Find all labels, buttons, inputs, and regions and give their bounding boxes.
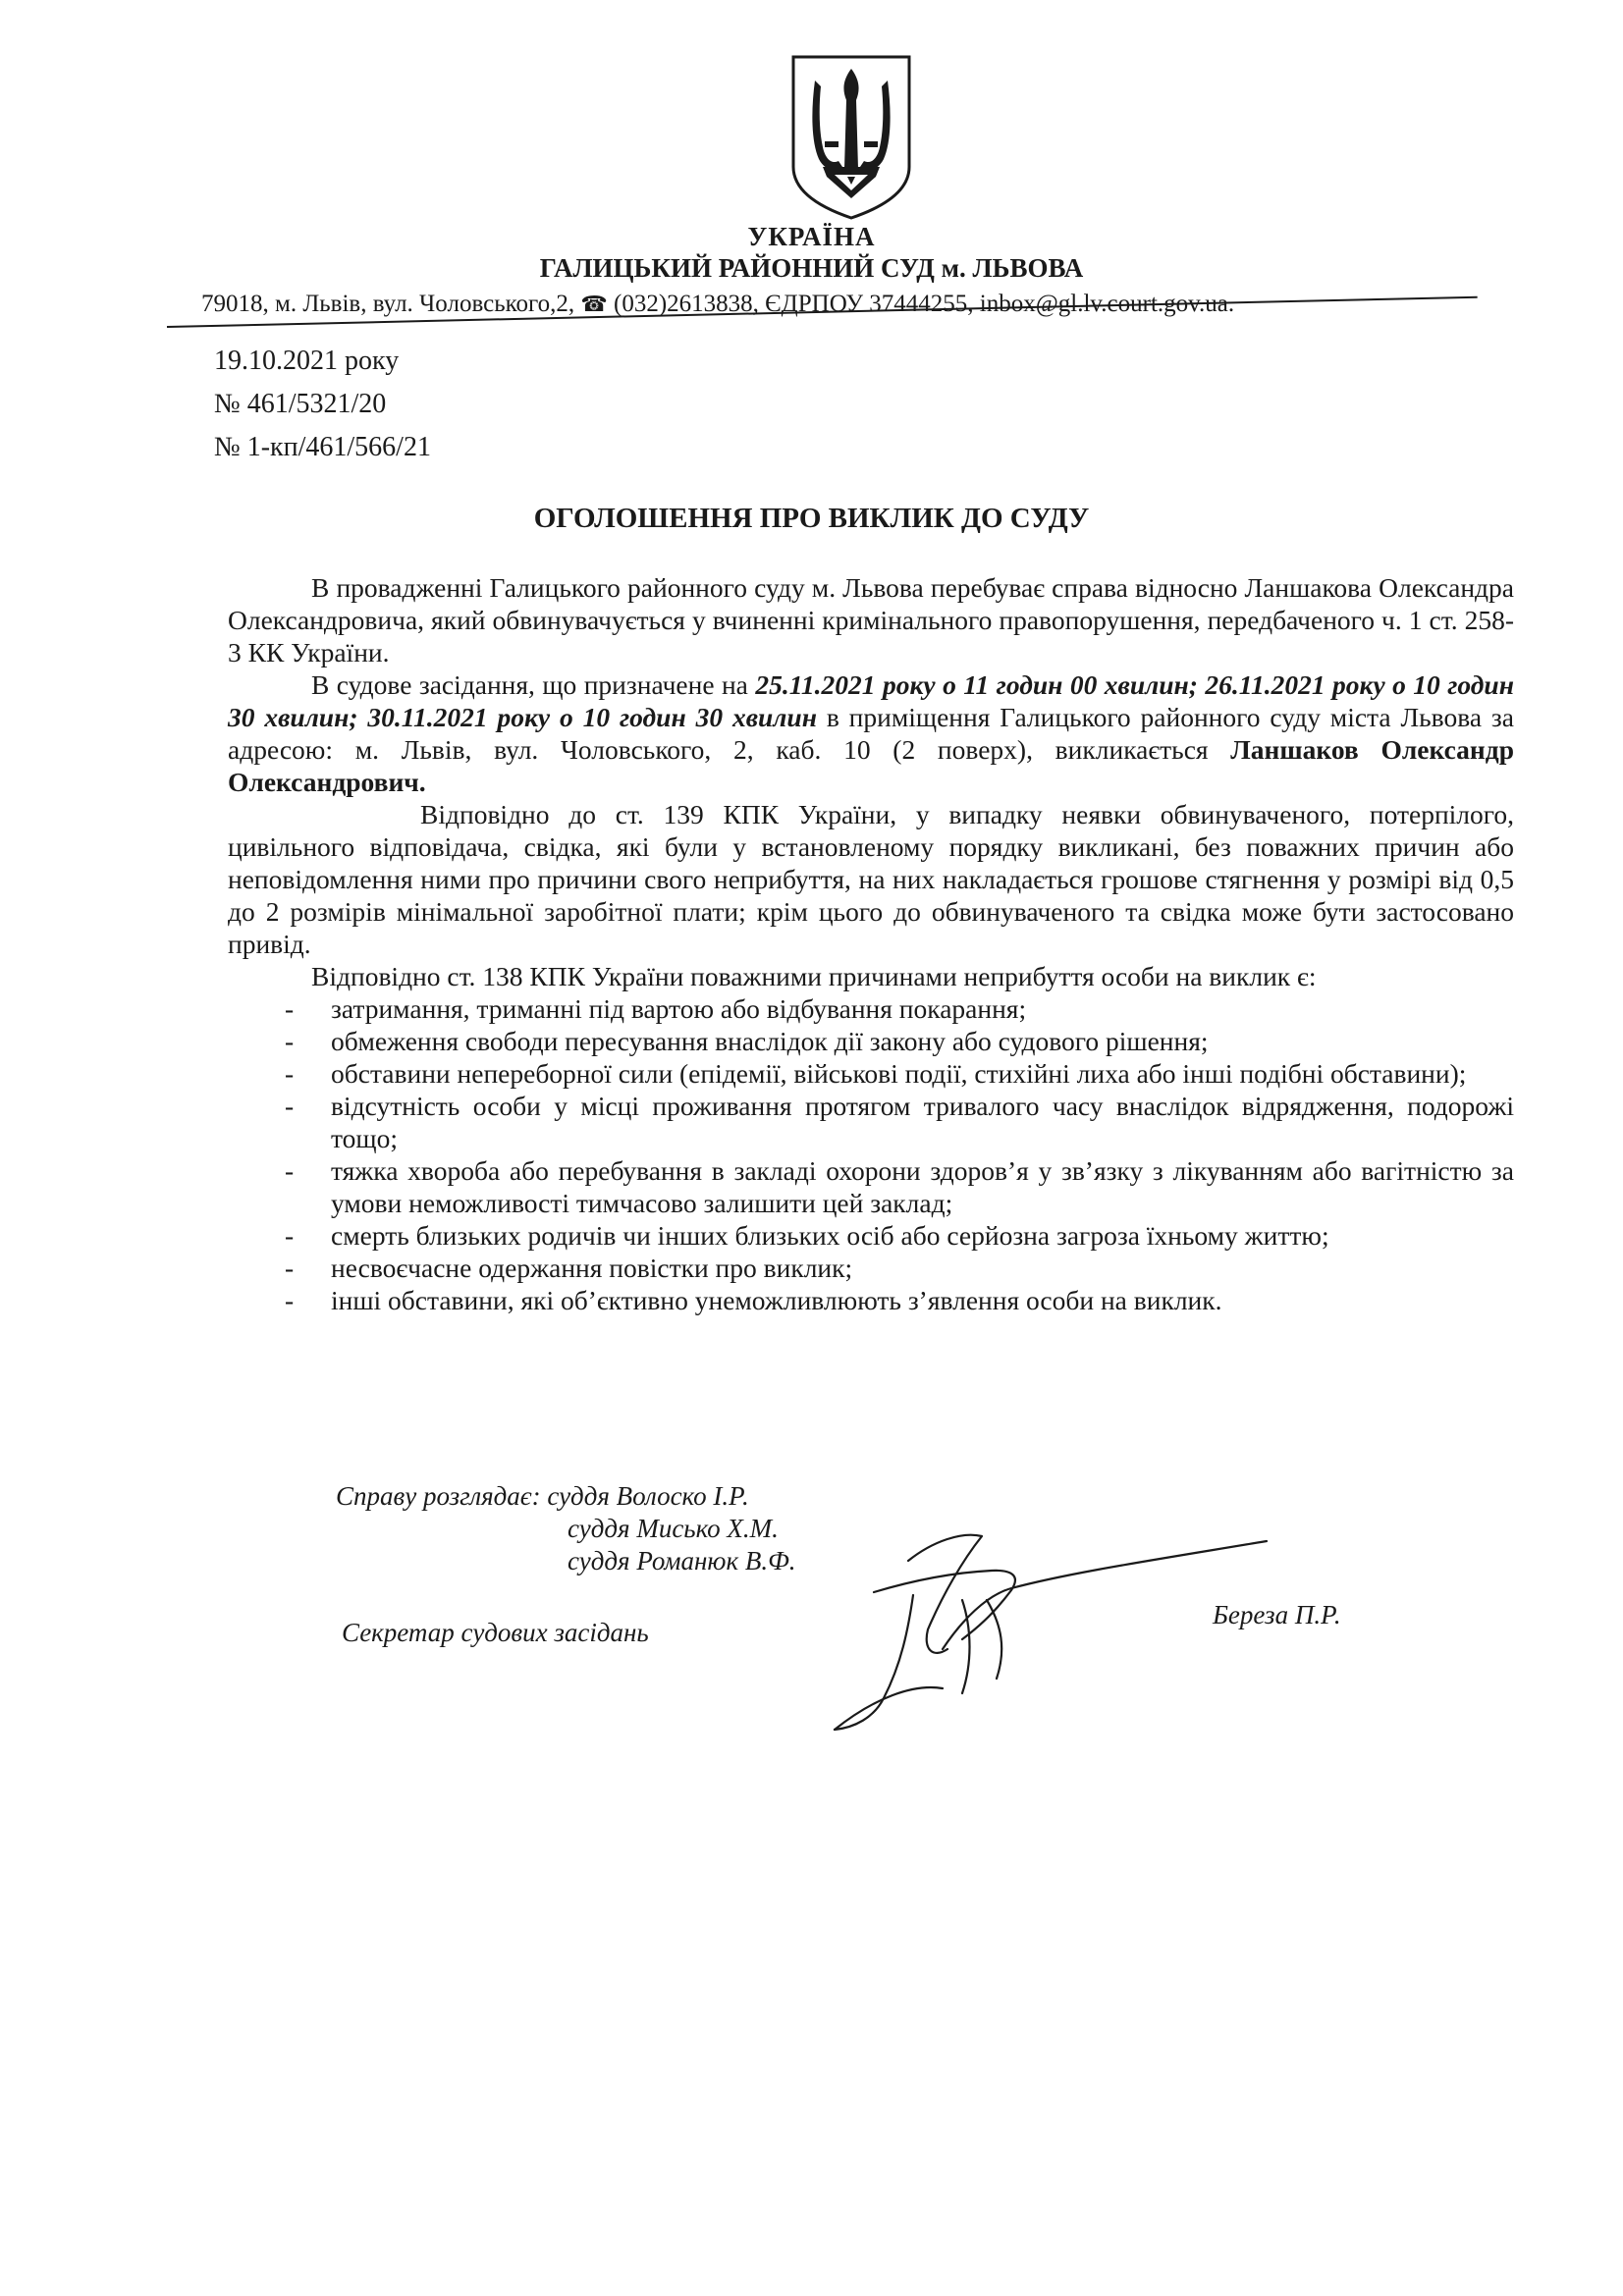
address-text: 79018, м. Львів, вул. Чоловського,2, xyxy=(201,291,581,317)
country-heading: УКРАЇНА xyxy=(747,222,876,251)
list-item: - інші обставини, які об’єктивно унеможливлюють з’явлення особи на виклик. xyxy=(228,1284,1514,1316)
judge-name: суддя Волоско І.Р. xyxy=(547,1481,749,1511)
paragraph-hearing xyxy=(228,668,1514,798)
contacts-text: (032)2613838, ЄДРПОУ 37444255, inbox@gl.lv.court.gov.ua. xyxy=(607,291,1235,317)
document-body xyxy=(228,571,1514,1316)
paragraph-case: В провадженні Галицького районного суду м. Львова перебуває справа відносно Ланшакова Олександра Олександровича, який обвинувачується у вчиненні кримінального правопорушення, передбаченого ч. 1 ст. 258-3 КК України. xyxy=(228,572,1514,667)
hearing-lead-text: В судове засідання, що призначене на xyxy=(311,669,756,700)
coat-of-arms-emblem xyxy=(785,51,917,222)
list-item: - несвоєчасне одержання повістки про виклик; xyxy=(228,1252,1514,1284)
list-item: - смерть близьких родичів чи інших близьких осіб або серйозна загроза їхньому життю; xyxy=(228,1219,1514,1252)
list-item: - відсутність особи у місці проживання протягом тривалого часу внаслідок відрядження, подорожі тощо; xyxy=(228,1090,1514,1154)
telephone-icon: ☎ xyxy=(580,292,608,316)
judge-name: суддя Романюк В.Ф. xyxy=(568,1546,796,1575)
paragraph-article-139: Відповідно до ст. 139 КПК України, у випадку неявки обвинуваченого, потерпілого, цивільного відповідача, свідка, які були у встановленому порядку викликані, без поважних причин або неповідомлення ними про причини свого неприбуття, на них накладається грошове стягнення у розмірі від 0,5 до 2 розмірів мінімальної заробітної плати; крім цього до обвинуваченого та свідка може бути застосовано привід. xyxy=(228,799,1514,959)
judges-label: Справу розглядає: xyxy=(336,1481,541,1511)
valid-reasons-list xyxy=(228,992,1514,1316)
hearing-location-text: в приміщення Галицького районного суду міста Львова за адресою: м. Львів, вул. Чоловського, 2, каб. 10 (2 поверх), викликається xyxy=(228,702,1514,765)
list-item: - обмеження свободи пересування внаслідок дії закону або судового рішення; xyxy=(228,1025,1514,1057)
case-number: № 461/5321/20 xyxy=(214,389,387,419)
document-date: 19.10.2021 року xyxy=(214,346,400,376)
handwritten-signature xyxy=(815,1502,1276,1747)
proceeding-number: № 1-кп/461/566/21 xyxy=(214,432,431,462)
judge-name: суддя Мисько Х.М. xyxy=(568,1514,779,1543)
court-name-heading: ГАЛИЦЬКИЙ РАЙОННИЙ СУД м. ЛЬВОВА xyxy=(539,253,1084,283)
trident-icon xyxy=(785,51,917,222)
judges-block xyxy=(336,1480,796,1577)
secretary-name: Береза П.Р. xyxy=(1213,1600,1341,1629)
list-item: - обставини непереборної сили (епідемії, військові події, стихійні лиха або інші подібні обставини); xyxy=(228,1057,1514,1090)
judges-first-row xyxy=(336,1480,796,1513)
summoned-person-name: Ланшаков Олександр Олександрович. xyxy=(228,734,1514,797)
hearing-dates: 25.11.2021 року о 11 годин 00 хвилин; 26.11.2021 року о 10 годин 30 хвилин; 30.11.2021 року о 10 годин 30 хвилин xyxy=(228,669,1514,732)
list-item: - затримання, триманні під вартою або відбування покарання; xyxy=(228,992,1514,1025)
list-item: - тяжка хвороба або перебування в закладі охорони здоров’я у зв’язку з лікуванням або вагітністю за умови неможливості тимчасово залишити цей заклад; xyxy=(228,1154,1514,1219)
court-address xyxy=(201,291,1468,318)
paragraph-article-138: Відповідно ст. 138 КПК України поважними причинами неприбуття особи на виклик є: xyxy=(311,961,1317,991)
secretary-label: Секретар судових засідань xyxy=(342,1618,649,1647)
document-title: ОГОЛОШЕННЯ ПРО ВИКЛИК ДО СУДУ xyxy=(533,503,1090,534)
